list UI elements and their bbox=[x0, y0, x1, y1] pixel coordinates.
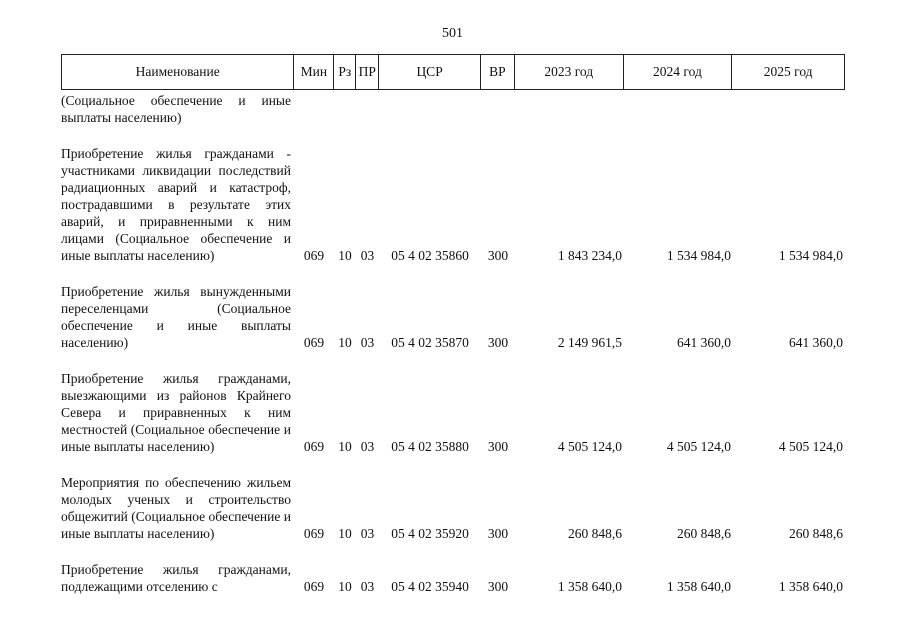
table-header bbox=[61, 54, 845, 90]
header-min: Мин bbox=[294, 55, 334, 89]
header-2025: 2025 год bbox=[763, 64, 813, 79]
row-2024: 641 360,0 bbox=[677, 335, 731, 350]
row-name: Мероприятия по обеспечению жильем молодых ученых и строительство общежитий (Социальное обеспечение и иные выплаты населению) bbox=[61, 475, 291, 541]
header-vr: ВР bbox=[481, 55, 515, 89]
row-vr: 300 bbox=[487, 335, 509, 350]
row-name: Приобретение жилья гражданами, подлежащими отселению с bbox=[61, 562, 291, 594]
header-rz: Рз bbox=[334, 55, 356, 89]
row-name: Приобретение жилья гражданами - участниками ликвидации последствий радиационных аварий и катастроф, пострадавшими в результате этих аварий, и приравненными к ним лицами (Социальное обеспечение и иные выплаты населению) bbox=[61, 146, 291, 263]
row-name: Приобретение жилья гражданами, выезжающими из районов Крайнего Севера и приравненных к ним местностей (Социальное обеспечение и иные выплаты населению) bbox=[61, 371, 291, 454]
row-vr: 300 bbox=[487, 526, 509, 541]
header-name: Наименование bbox=[62, 55, 294, 89]
row-2023: 1 843 234,0 bbox=[557, 248, 622, 263]
header-2024: 2024 год bbox=[624, 55, 733, 89]
row-2024: 1 534 984,0 bbox=[666, 248, 731, 263]
row-2025: 1 358 640,0 bbox=[778, 579, 843, 594]
row-2025: 4 505 124,0 bbox=[778, 439, 843, 454]
row-name: (Социальное обеспечение и иные выплаты населению) bbox=[61, 93, 291, 125]
row-csr: 05 4 02 35870 bbox=[391, 335, 469, 350]
row-2023: 2 149 961,5 bbox=[557, 335, 622, 350]
header-2023: 2023 год bbox=[515, 55, 624, 89]
row-rz: 10 bbox=[338, 439, 352, 454]
row-2024: 4 505 124,0 bbox=[666, 439, 731, 454]
row-min: 069 bbox=[303, 526, 325, 541]
row-pr: 03 bbox=[360, 526, 375, 541]
row-2024: 260 848,6 bbox=[677, 526, 731, 541]
row-min: 069 bbox=[303, 579, 325, 594]
row-2025: 641 360,0 bbox=[789, 335, 843, 350]
row-vr: 300 bbox=[487, 248, 509, 263]
page-number: 501 bbox=[442, 26, 463, 41]
row-min: 069 bbox=[303, 248, 325, 263]
row-vr: 300 bbox=[487, 439, 509, 454]
row-min: 069 bbox=[303, 335, 325, 350]
row-2025: 1 534 984,0 bbox=[778, 248, 843, 263]
row-pr: 03 bbox=[360, 248, 375, 263]
row-csr: 05 4 02 35880 bbox=[391, 439, 469, 454]
row-csr: 05 4 02 35940 bbox=[391, 579, 469, 594]
table-row bbox=[61, 92, 845, 126]
row-2023: 1 358 640,0 bbox=[557, 579, 622, 594]
table-row bbox=[61, 561, 845, 595]
table-row bbox=[61, 474, 845, 542]
table-body bbox=[61, 92, 845, 614]
row-csr: 05 4 02 35860 bbox=[391, 248, 469, 263]
row-2023: 260 848,6 bbox=[568, 526, 622, 541]
row-rz: 10 bbox=[338, 248, 352, 263]
row-pr: 03 bbox=[360, 579, 375, 594]
row-vr: 300 bbox=[487, 579, 509, 594]
row-2023: 4 505 124,0 bbox=[557, 439, 622, 454]
row-pr: 03 bbox=[360, 335, 375, 350]
row-csr: 05 4 02 35920 bbox=[391, 526, 469, 541]
row-2025: 260 848,6 bbox=[789, 526, 843, 541]
table-row bbox=[61, 145, 845, 264]
table-row bbox=[61, 283, 845, 351]
row-rz: 10 bbox=[338, 526, 352, 541]
row-pr: 03 bbox=[360, 439, 375, 454]
row-2024: 1 358 640,0 bbox=[666, 579, 731, 594]
row-min: 069 bbox=[303, 439, 325, 454]
header-pr: ПР bbox=[356, 55, 379, 89]
row-rz: 10 bbox=[338, 335, 352, 350]
row-rz: 10 bbox=[338, 579, 352, 594]
header-csr: ЦСР bbox=[379, 55, 481, 89]
table-row bbox=[61, 370, 845, 455]
row-name: Приобретение жилья вынужденными переселенцами (Социальное обеспечение и иные выплаты населению) bbox=[61, 284, 291, 350]
